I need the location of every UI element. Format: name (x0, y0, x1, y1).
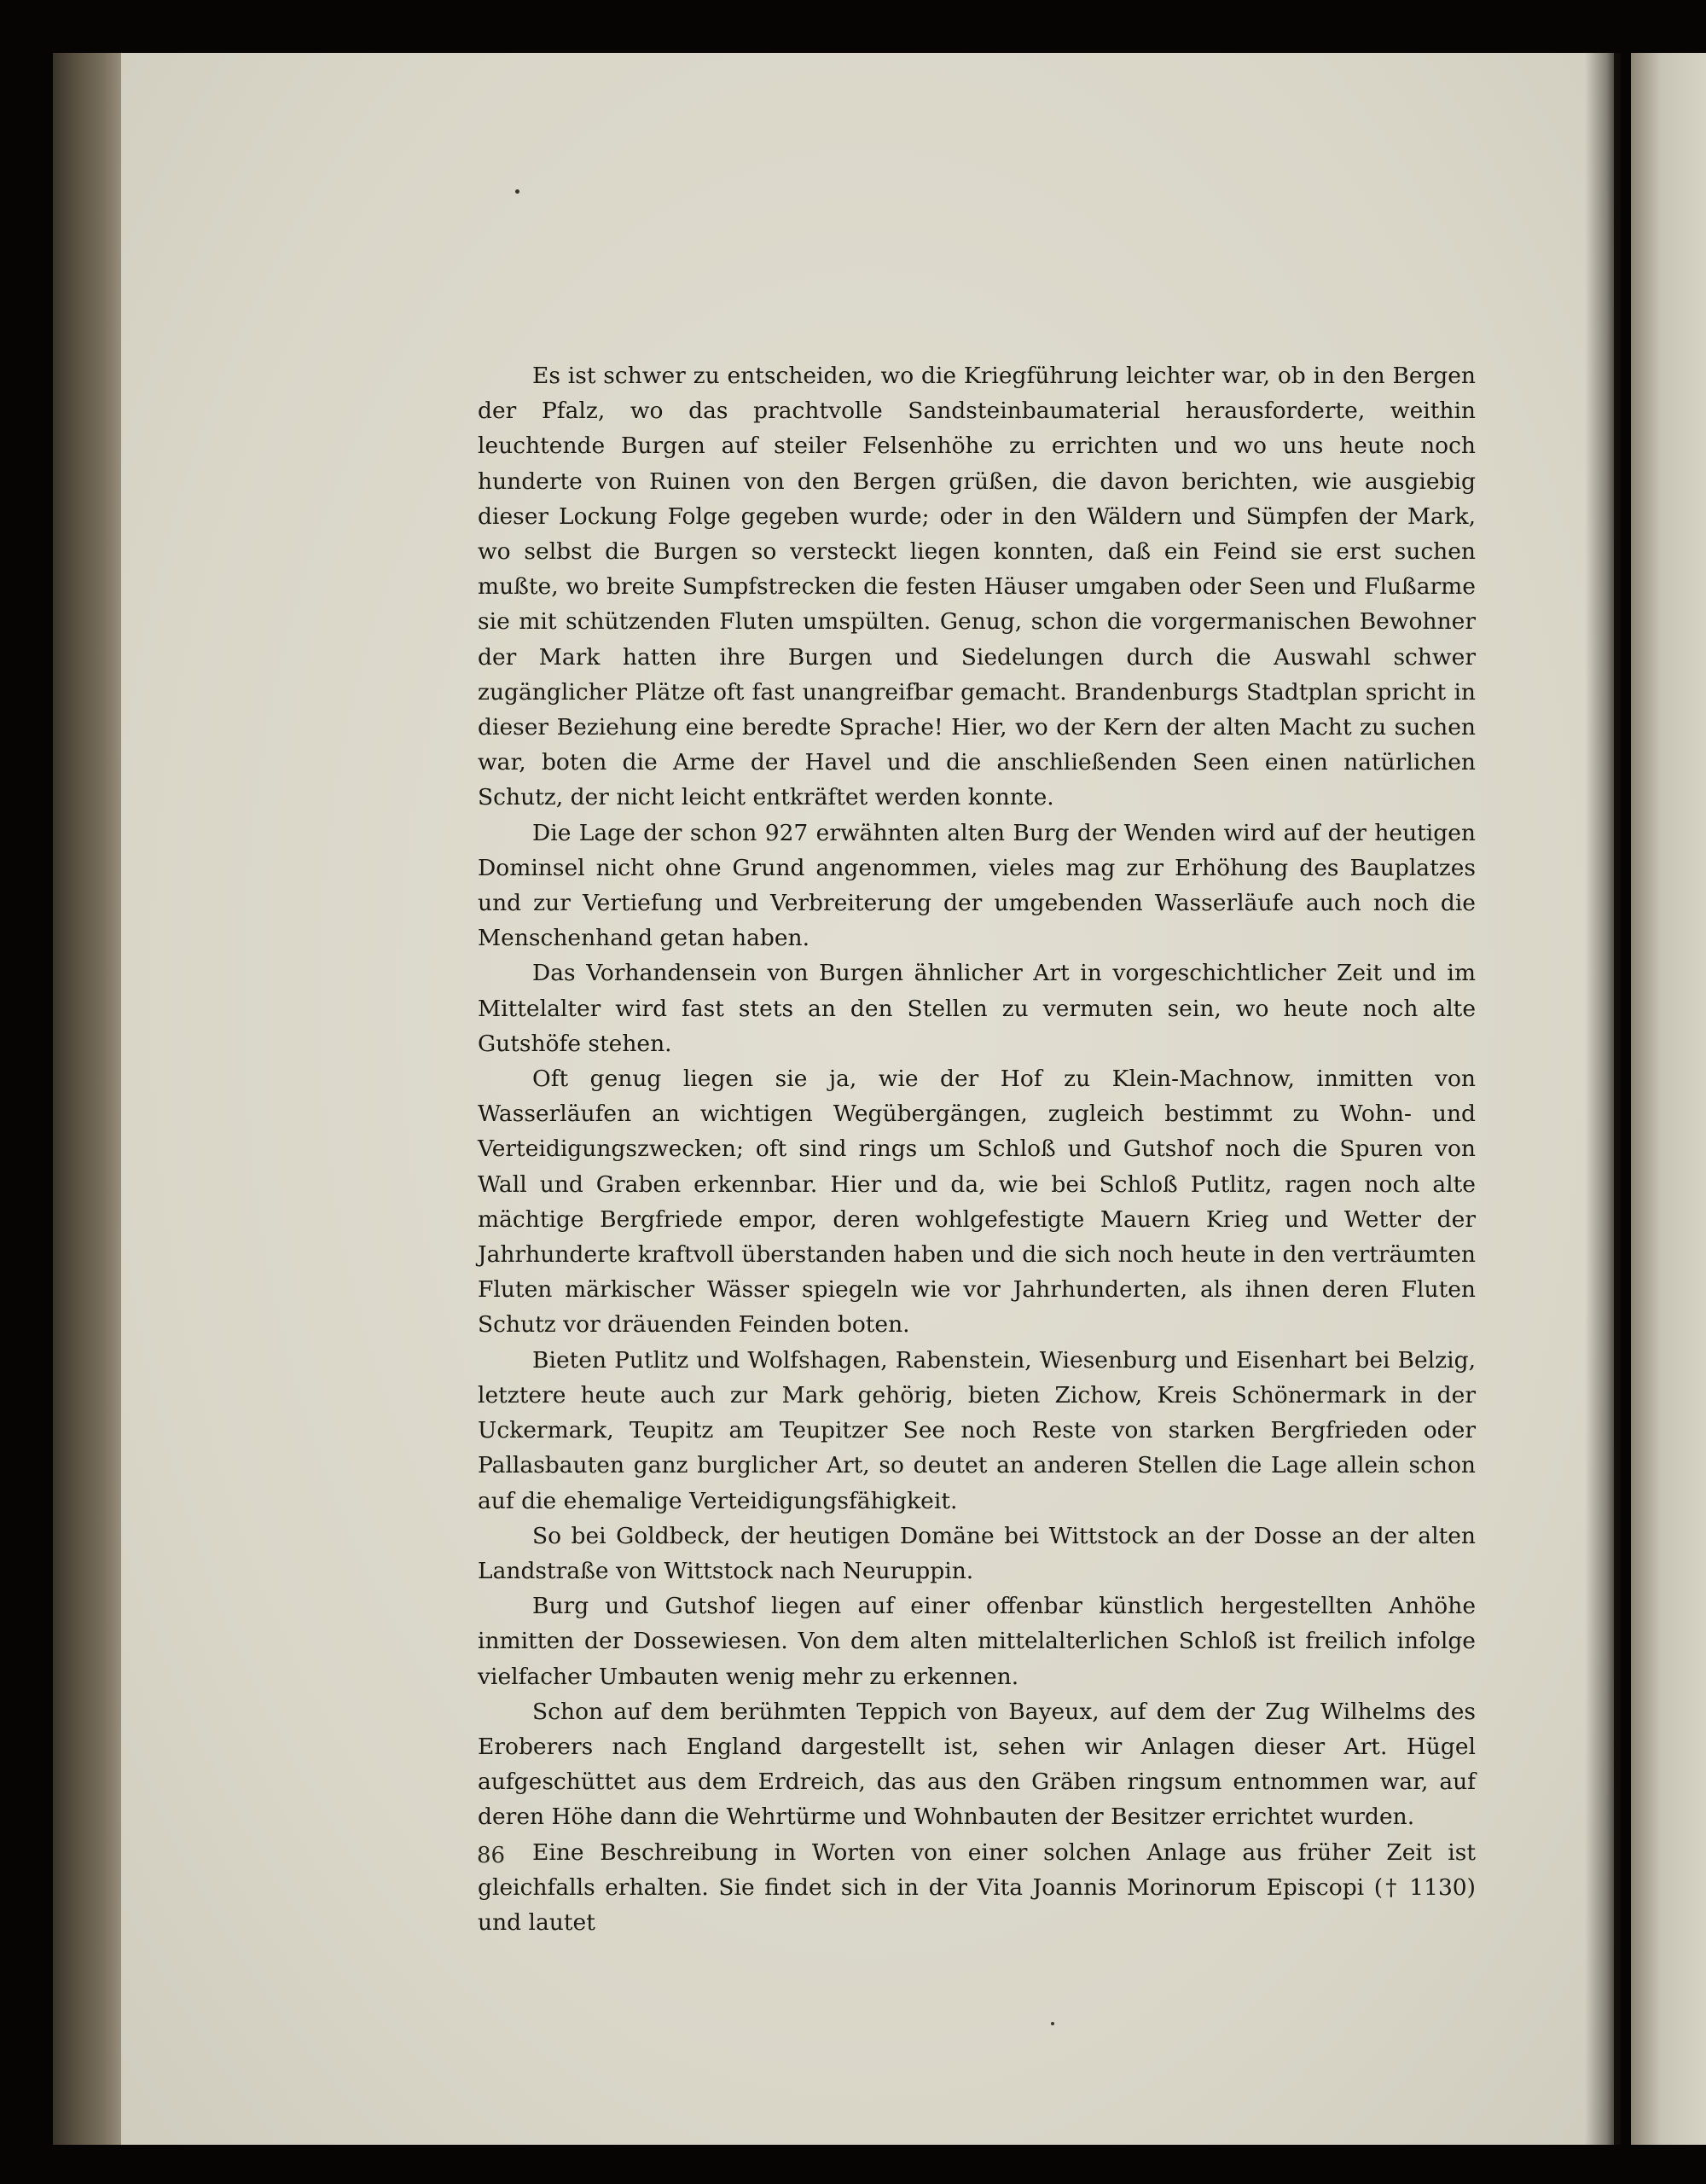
book-edge-left (53, 53, 126, 2145)
paragraph: Es ist schwer zu entscheiden, wo die Kriegführung leichter war, ob in den Bergen der Pfalz, wo das prachtvolle Sandsteinbaumaterial herausforderte, weithin leuchtende Burgen auf steiler Felsenhöhe zu errichten und wo uns heute noch hunderte von Ruinen von den Bergen grüßen, die davon berichten, wie ausgiebig dieser Lockung Folge gegeben wurde; oder in den Wäldern und Sümpfen der Mark, wo selbst die Burgen so versteckt liegen konnten, daß ein Feind sie erst suchen mußte, wo breite Sumpfstrecken die festen Häuser umgaben oder Seen und Flußarme sie mit schützenden Fluten umspülten. Genug, schon die vorgermanischen Bewohner der Mark hatten ihre Burgen und Siedelungen durch die Auswahl schwer zugänglicher Plätze oft fast unangreifbar gemacht. Brandenburgs Stadtplan spricht in dieser Beziehung eine beredte Sprache! Hier, wo der Kern der alten Macht zu suchen war, boten die Arme der Havel und die anschließenden Seen einen natürlichen Schutz, der nicht leicht entkräftet werden konnte. (478, 363, 1476, 811)
paper-speck (1051, 2022, 1054, 2025)
paper-speck (515, 189, 519, 194)
paragraph: So bei Goldbeck, der heutigen Domäne bei Wittstock an der Dosse an der alten Landstraße von Wittstock nach Neuruppin. (478, 1522, 1476, 1584)
paragraph: Bieten Putlitz und Wolfshagen, Rabenstein, Wiesenburg und Eisenhart bei Belzig, letztere heute auch zur Mark gehörig, bieten Zichow, Kreis Schönermark in der Uckermark, Teupitz am Teupitzer See noch Reste von starken Bergfrieden oder Pallasbauten ganz burglicher Art, so deutet an anderen Stellen die Lage allein schon auf die ehemalige Verteidigungsfähigkeit. (478, 1346, 1476, 1514)
gutter-shadow (1585, 53, 1621, 2145)
page-number: 86 (477, 1843, 506, 1868)
paragraph: Burg und Gutshof liegen auf einer offenbar künstlich hergestellten Anhöhe inmitten der Dossewiesen. Von dem alten mittelalterlichen Schloß ist freilich infolge vielfacher Umbauten wenig mehr zu erkennen. (478, 1593, 1476, 1690)
paragraph: Die Lage der schon 927 erwähnten alten Burg der Wenden wird auf der heutigen Dominsel nicht ohne Grund angenommen, vieles mag zur Erhöhung des Bauplatzes und zur Vertiefung und Verbreiterung der umgebenden Wasserläufe auch noch die Menschenhand getan haben. (478, 819, 1476, 952)
paragraph: Schon auf dem berühmten Teppich von Bayeux, auf dem der Zug Wilhelms des Eroberers nach England dargestellt ist, sehen wir Anlagen dieser Art. Hügel aufgeschüttet aus dem Erdreich, das aus den Gräben ringsum entnommen war, auf deren Höhe dann die Wehrtürme und Wohnbauten der Besitzer errichtet wurden. (478, 1698, 1476, 1831)
paragraph: Oft genug liegen sie ja, wie der Hof zu Klein-Machnow, inmitten von Wasserläufen an wichtigen Wegübergängen, zugleich bestimmt zu Wohn- und Verteidigungszwecken; oft sind rings um Schloß und Gutshof noch die Spuren von Wall und Graben erkennbar. Hier und da, wie bei Schloß Putlitz, ragen noch alte mächtige Bergfriede empor, deren wohlgefestigte Mauern Krieg und Wetter der Jahrhunderte kraftvoll überstanden haben und die sich noch heute in den verträumten Fluten märkischer Wässer spiegeln wie vor Jahrhunderten, als ihnen deren Fluten Schutz vor dräuenden Feinden boten. (478, 1066, 1476, 1339)
paragraph: Eine Beschreibung in Worten von einer solchen Anlage aus früher Zeit ist gleichfalls erhalten. Sie findet sich in der Vita Joannis Morinorum Episcopi († 1130) und lautet (478, 1838, 1476, 1936)
facing-page-edge (1631, 53, 1706, 2145)
paragraph: Das Vorhandensein von Burgen ähnlicher Art in vorgeschichtlicher Zeit und im Mittelalter wird fast stets an den Stellen zu vermuten sein, wo heute noch alte Gutshöfe stehen. (478, 960, 1476, 1057)
body-text (478, 358, 1476, 1940)
